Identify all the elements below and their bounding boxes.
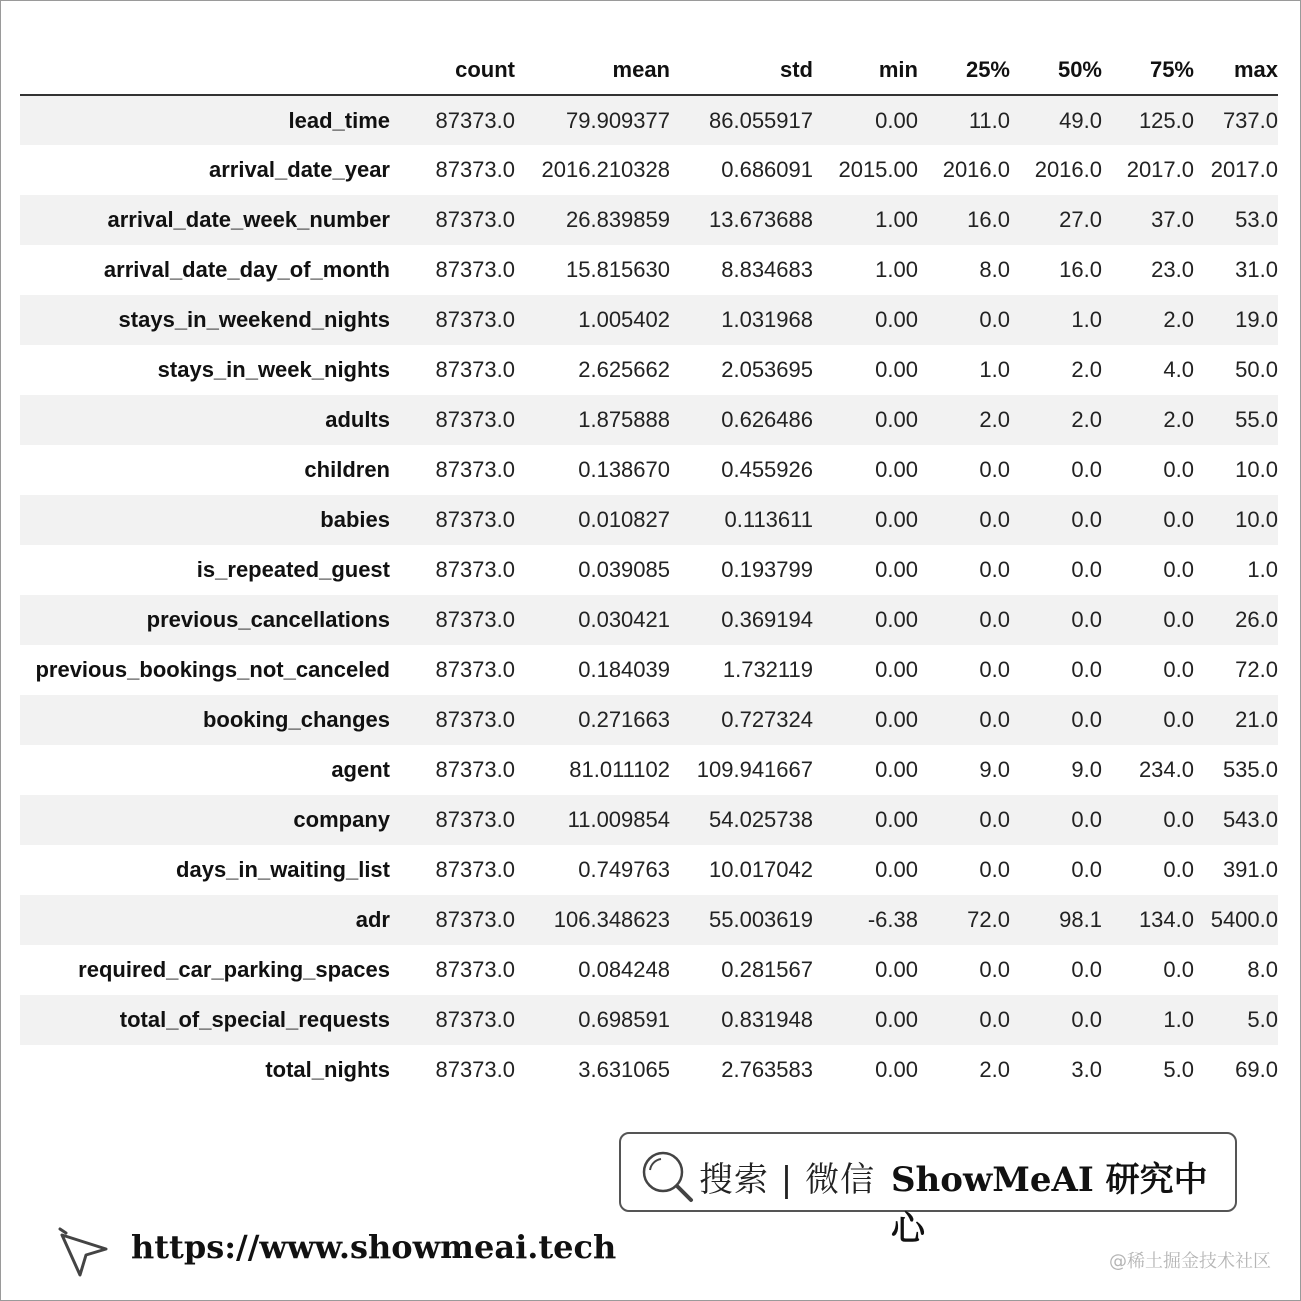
row-label: is_repeated_guest <box>196 557 390 582</box>
table-cell: 0.0 <box>1071 807 1102 832</box>
row-label: arrival_date_week_number <box>107 207 390 232</box>
table-cell: 0.271663 <box>578 707 670 732</box>
table-cell: 2.625662 <box>578 357 670 382</box>
cursor-icon <box>56 1225 112 1281</box>
table-cell: 19.0 <box>1235 307 1278 332</box>
table-cell: 16.0 <box>967 207 1010 232</box>
row-label: adults <box>325 407 390 432</box>
table-cell: 9.0 <box>1071 757 1102 782</box>
table-cell: 0.0 <box>979 957 1010 982</box>
table-row <box>20 945 1278 995</box>
table-cell: -6.38 <box>867 907 918 932</box>
table-cell: 0.0 <box>1071 957 1102 982</box>
table-row <box>20 895 1278 945</box>
table-cell: 87373.0 <box>435 257 515 282</box>
table-cell: 535.0 <box>1222 757 1278 782</box>
table-row <box>20 295 1278 345</box>
row-label: total_nights <box>265 1057 390 1082</box>
table-cell: 0.00 <box>875 857 918 882</box>
table-cell: 0.0 <box>1071 507 1102 532</box>
table-cell: 0.0 <box>1163 457 1194 482</box>
table-cell: 9.0 <box>979 757 1010 782</box>
describe-table <box>20 45 1278 1095</box>
table-cell: 391.0 <box>1222 857 1278 882</box>
table-cell: 13.673688 <box>709 207 813 232</box>
column-header: max <box>1194 45 1278 95</box>
table-cell: 87373.0 <box>435 907 515 932</box>
row-label: previous_bookings_not_canceled <box>35 657 390 682</box>
table-cell: 5.0 <box>1247 1007 1278 1032</box>
table-cell: 0.0 <box>979 1007 1010 1032</box>
table-cell: 0.0 <box>1163 707 1194 732</box>
table-cell: 55.003619 <box>709 907 813 932</box>
table-row <box>20 195 1278 245</box>
table-cell: 11.0 <box>968 107 1010 133</box>
table-cell: 55.0 <box>1235 407 1278 432</box>
table-cell: 0.193799 <box>721 557 813 582</box>
table-cell: 54.025738 <box>709 807 813 832</box>
table-cell: 16.0 <box>1059 257 1102 282</box>
table-cell: 87373.0 <box>435 957 515 982</box>
table-cell: 1.0 <box>979 357 1010 382</box>
table-cell: 50.0 <box>1235 357 1278 382</box>
table-cell: 0.00 <box>875 957 918 982</box>
table-cell: 87373.0 <box>435 1057 515 1082</box>
table-row <box>20 245 1278 295</box>
table-cell: 134.0 <box>1138 907 1194 932</box>
column-header: count <box>412 45 515 95</box>
table-row <box>20 95 1278 145</box>
table-cell: 0.0 <box>1071 557 1102 582</box>
table-row <box>20 345 1278 395</box>
table-row <box>20 795 1278 845</box>
table-row <box>20 145 1278 195</box>
table-cell: 8.0 <box>1247 957 1278 982</box>
table-cell: 53.0 <box>1235 207 1278 232</box>
table-cell: 5400.0 <box>1210 907 1278 932</box>
table-cell: 81.011102 <box>569 757 670 782</box>
table-cell: 87373.0 <box>435 307 515 332</box>
table-cell: 0.00 <box>875 807 918 832</box>
table-cell: 5.0 <box>1163 1057 1194 1082</box>
table-cell: 0.727324 <box>721 707 813 732</box>
table-cell: 10.017042 <box>709 857 813 882</box>
index-header <box>20 45 412 95</box>
table-cell: 0.0 <box>979 607 1010 632</box>
table-cell: 87373.0 <box>435 507 515 532</box>
table-cell: 0.455926 <box>721 457 813 482</box>
table-cell: 37.0 <box>1151 207 1194 232</box>
table-cell: 0.0 <box>1163 807 1194 832</box>
table-body <box>20 95 1278 1095</box>
table-cell: 0.0 <box>979 457 1010 482</box>
table-cell: 87373.0 <box>435 207 515 232</box>
row-label: days_in_waiting_list <box>176 857 390 882</box>
table-row <box>20 445 1278 495</box>
table-cell: 1.0 <box>1163 1007 1194 1032</box>
table-cell: 2.763583 <box>721 1057 813 1082</box>
table-cell: 0.626486 <box>721 407 813 432</box>
table-cell: 2.0 <box>1163 407 1194 432</box>
table-cell: 10.0 <box>1235 507 1278 532</box>
watermark: @稀土掘金技术社区 <box>1109 1251 1271 1272</box>
table-cell: 0.0 <box>979 507 1010 532</box>
table-row <box>20 495 1278 545</box>
table-cell: 2.0 <box>1163 307 1194 332</box>
table-cell: 0.0 <box>979 857 1010 882</box>
table-cell: 2.0 <box>1071 357 1102 382</box>
table-cell: 87373.0 <box>435 157 515 182</box>
table-cell: 0.0 <box>1163 857 1194 882</box>
row-label: previous_cancellations <box>146 607 390 632</box>
table-cell: 0.113611 <box>724 507 813 532</box>
table-cell: 0.00 <box>875 707 918 732</box>
row-label: children <box>304 457 390 482</box>
table-cell: 2.053695 <box>721 357 813 382</box>
table-cell: 0.0 <box>1071 857 1102 882</box>
table-cell: 26.0 <box>1235 607 1278 632</box>
table-cell: 87373.0 <box>435 457 515 482</box>
table-cell: 87373.0 <box>435 557 515 582</box>
table-cell: 1.0 <box>1247 557 1278 582</box>
table-cell: 3.0 <box>1071 1057 1102 1082</box>
column-header: 75% <box>1102 45 1194 95</box>
table-cell: 8.0 <box>979 257 1010 282</box>
table-cell: 0.0 <box>1071 707 1102 732</box>
row-label: arrival_date_year <box>208 157 390 182</box>
table-row <box>20 1045 1278 1095</box>
table-cell: 737.0 <box>1222 107 1278 133</box>
table-cell: 69.0 <box>1235 1057 1278 1082</box>
table-cell: 0.00 <box>875 307 918 332</box>
table-cell: 72.0 <box>1235 657 1278 682</box>
table-cell: 87373.0 <box>435 1007 515 1032</box>
table-cell: 543.0 <box>1222 807 1278 832</box>
table-cell: 0.0 <box>1163 507 1194 532</box>
table-cell: 0.039085 <box>578 557 670 582</box>
table-cell: 2017.0 <box>1126 157 1194 182</box>
column-header: 25% <box>918 45 1010 95</box>
table-cell: 0.00 <box>875 107 918 133</box>
table-cell: 0.749763 <box>578 857 670 882</box>
table-cell: 0.369194 <box>721 607 813 632</box>
table-cell: 87373.0 <box>435 407 515 432</box>
table-cell: 0.0 <box>1163 607 1194 632</box>
column-header: mean <box>515 45 670 95</box>
table-cell: 87373.0 <box>435 707 515 732</box>
row-label: lead_time <box>288 107 390 133</box>
table-cell: 2016.0 <box>942 157 1010 182</box>
table-cell: 0.00 <box>875 407 918 432</box>
table-row <box>20 545 1278 595</box>
table-cell: 87373.0 <box>435 107 515 133</box>
table-cell: 0.00 <box>875 1007 918 1032</box>
table-cell: 2.0 <box>979 407 1010 432</box>
table-cell: 4.0 <box>1163 357 1194 382</box>
table-cell: 2.0 <box>979 1057 1010 1082</box>
table-cell: 0.030421 <box>578 607 670 632</box>
table-cell: 0.0 <box>1071 1007 1102 1032</box>
table-cell: 3.631065 <box>578 1057 670 1082</box>
table-row <box>20 645 1278 695</box>
table-cell: 86.055917 <box>709 107 813 133</box>
table-cell: 15.815630 <box>566 257 670 282</box>
row-label: required_car_parking_spaces <box>78 957 390 982</box>
table-cell: 0.0 <box>1163 657 1194 682</box>
table-cell: 0.084248 <box>578 957 670 982</box>
table-row <box>20 995 1278 1045</box>
column-header: min <box>813 45 918 95</box>
table-row <box>20 845 1278 895</box>
table-cell: 0.0 <box>1071 457 1102 482</box>
table-row <box>20 745 1278 795</box>
table-cell: 0.0 <box>979 657 1010 682</box>
table-cell: 87373.0 <box>435 857 515 882</box>
table-cell: 1.0 <box>1071 307 1102 332</box>
table-cell: 87373.0 <box>435 807 515 832</box>
table-cell: 0.831948 <box>721 1007 813 1032</box>
table-cell: 31.0 <box>1235 257 1278 282</box>
search-label: 搜索 | 微信 <box>699 1160 876 1200</box>
table-row <box>20 595 1278 645</box>
table-cell: 0.00 <box>875 657 918 682</box>
table-cell: 106.348623 <box>553 907 670 932</box>
table-cell: 109.941667 <box>696 757 813 782</box>
table-cell: 0.0 <box>979 707 1010 732</box>
table-cell: 87373.0 <box>435 357 515 382</box>
table-row <box>20 695 1278 745</box>
table-cell: 2017.0 <box>1210 157 1278 182</box>
row-label: stays_in_week_nights <box>157 357 390 382</box>
table-cell: 23.0 <box>1151 257 1194 282</box>
table-cell: 0.0 <box>979 557 1010 582</box>
table-cell: 98.1 <box>1059 907 1102 932</box>
row-label: total_of_special_requests <box>119 1007 390 1032</box>
table-cell: 49.0 <box>1059 107 1102 133</box>
site-url[interactable]: https://www.showmeai.tech <box>131 1228 617 1266</box>
table-cell: 0.686091 <box>721 157 813 182</box>
table-cell: 0.010827 <box>578 507 670 532</box>
table-cell: 2015.00 <box>838 157 918 182</box>
table-cell: 21.0 <box>1235 707 1278 732</box>
table-cell: 87373.0 <box>435 607 515 632</box>
column-header: 50% <box>1010 45 1102 95</box>
table-cell: 0.00 <box>875 757 918 782</box>
table-cell: 234.0 <box>1138 757 1194 782</box>
table-header-row <box>20 45 1278 95</box>
table-cell: 11.009854 <box>567 807 670 832</box>
table-cell: 1.00 <box>875 257 918 282</box>
brand-name: ShowMeAI 研究中心 <box>891 1160 1208 1249</box>
table-cell: 1.00 <box>875 207 918 232</box>
table-cell: 87373.0 <box>435 657 515 682</box>
table-cell: 0.00 <box>875 357 918 382</box>
table-cell: 1.031968 <box>721 307 813 332</box>
table-cell: 0.00 <box>875 507 918 532</box>
table-cell: 0.138670 <box>578 457 670 482</box>
table-cell: 0.0 <box>1071 657 1102 682</box>
table-cell: 87373.0 <box>435 757 515 782</box>
row-label: company <box>293 807 390 832</box>
row-label: stays_in_weekend_nights <box>118 307 390 332</box>
table-cell: 1.005402 <box>578 307 670 332</box>
table-cell: 1.875888 <box>578 407 670 432</box>
row-label: adr <box>355 907 390 932</box>
table-cell: 0.0 <box>1071 607 1102 632</box>
table-cell: 26.839859 <box>566 207 670 232</box>
table-cell: 0.00 <box>875 1057 918 1082</box>
table-cell: 10.0 <box>1235 457 1278 482</box>
table-cell: 79.909377 <box>566 107 670 133</box>
table-cell: 0.00 <box>875 457 918 482</box>
table-cell: 1.732119 <box>722 657 813 682</box>
table-cell: 0.184039 <box>578 657 670 682</box>
table-cell: 8.834683 <box>721 257 813 282</box>
table-cell: 72.0 <box>967 907 1010 932</box>
table-cell: 0.0 <box>979 807 1010 832</box>
table-cell: 2.0 <box>1071 407 1102 432</box>
table-cell: 0.00 <box>875 607 918 632</box>
row-label: booking_changes <box>202 707 390 732</box>
table-cell: 0.0 <box>979 307 1010 332</box>
table-row <box>20 395 1278 445</box>
row-label: agent <box>331 757 390 782</box>
table-cell: 2016.0 <box>1034 157 1102 182</box>
table-cell: 0.0 <box>1163 957 1194 982</box>
search-icon <box>639 1148 695 1204</box>
table-cell: 0.698591 <box>578 1007 670 1032</box>
column-header: std <box>670 45 813 95</box>
table-cell: 125.0 <box>1138 107 1194 133</box>
table-cell: 0.281567 <box>721 957 813 982</box>
table-cell: 0.0 <box>1163 557 1194 582</box>
table-cell: 0.00 <box>875 557 918 582</box>
wechat-search-banner <box>619 1132 1237 1249</box>
table-cell: 27.0 <box>1059 207 1102 232</box>
row-label: arrival_date_day_of_month <box>103 257 390 282</box>
table-cell: 2016.210328 <box>541 157 670 182</box>
row-label: babies <box>320 507 390 532</box>
